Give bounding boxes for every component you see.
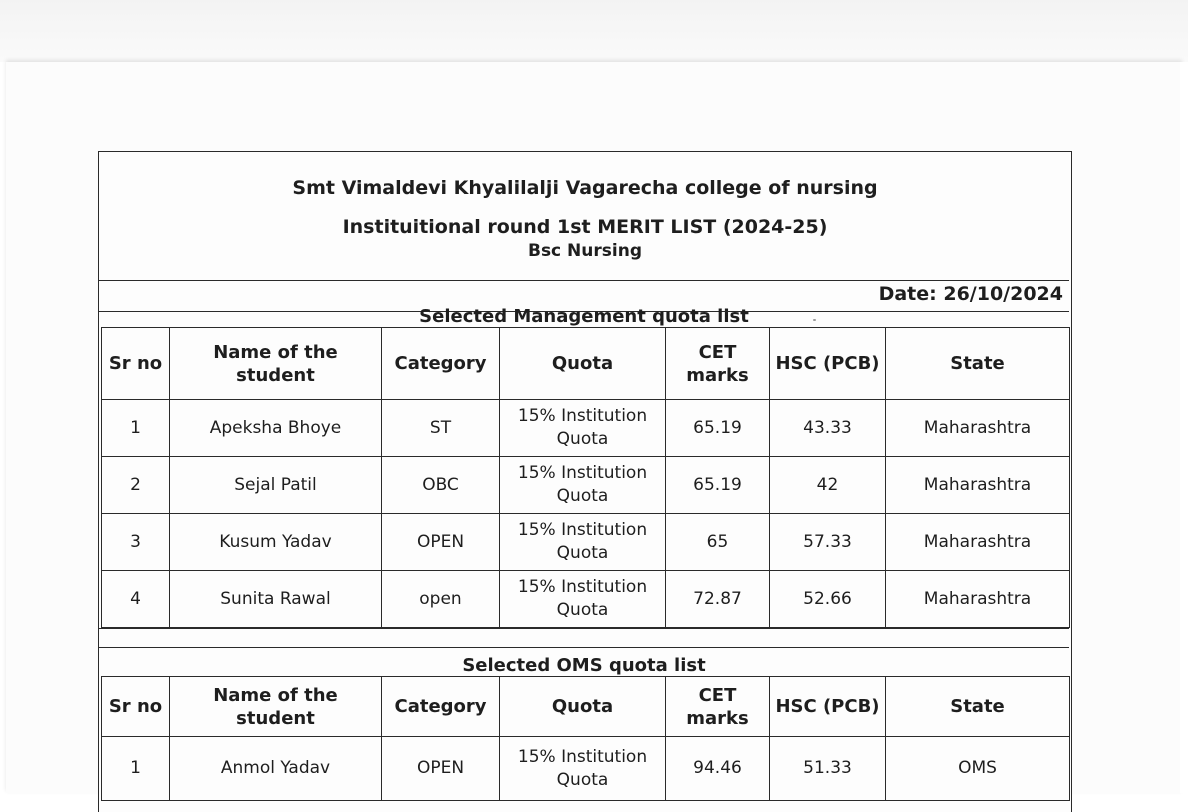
cell-student-name: Sunita Rawal (170, 571, 382, 628)
cell-state: Maharashtra (886, 400, 1070, 457)
section-divider (99, 628, 1069, 648)
merit-list-title: Instituitional round 1st MERIT LIST (2024-25) (342, 216, 828, 238)
cell-quota: 15% Institution Quota (500, 571, 666, 628)
header-category: Category (382, 328, 500, 400)
header-category: Category (382, 677, 500, 737)
header-student-name: Name of the student (170, 328, 382, 400)
cell-quota: 15% Institution Quota (500, 514, 666, 571)
table-header-row (102, 677, 1070, 737)
header-student-name: Name of the student (170, 677, 382, 737)
oms-quota-table (101, 676, 1070, 801)
cell-hsc-pcb: 52.66 (770, 571, 886, 628)
header-state: State (886, 677, 1070, 737)
cell-student-name: Kusum Yadav (170, 514, 382, 571)
cell-sr-no: 4 (102, 571, 170, 628)
header-quota: Quota (500, 677, 666, 737)
cell-cet-marks: 65.19 (666, 400, 770, 457)
cell-sr-no: 1 (102, 400, 170, 457)
cell-category: OPEN (382, 514, 500, 571)
cell-quota: 15% Institution Quota (500, 737, 666, 801)
cell-cet-marks: 65 (666, 514, 770, 571)
table-header-row (102, 328, 1070, 400)
table-row (102, 571, 1070, 628)
course-name: Bsc Nursing (527, 241, 642, 261)
cell-hsc-pcb: 42 (770, 457, 886, 514)
cell-cet-marks: 65.19 (666, 457, 770, 514)
cell-student-name: Anmol Yadav (170, 737, 382, 801)
cell-cet-marks: 72.87 (666, 571, 770, 628)
cell-state: Maharashtra (886, 457, 1070, 514)
header-cet-marks: CET marks (666, 328, 770, 400)
cell-student-name: Sejal Patil (170, 457, 382, 514)
cell-quota: 15% Institution Quota (500, 457, 666, 514)
header-cet-marks: CET marks (666, 677, 770, 737)
oms-section-title: Selected OMS quota list (462, 655, 706, 676)
cell-sr-no: 2 (102, 457, 170, 514)
merit-list-document (98, 151, 1072, 812)
table-row (102, 737, 1070, 801)
cell-category: OBC (382, 457, 500, 514)
viewer-right-edge (1180, 62, 1188, 793)
table-row (102, 514, 1070, 571)
header-sr-no: Sr no (102, 677, 170, 737)
cell-hsc-pcb: 43.33 (770, 400, 886, 457)
viewer-top-strip (0, 0, 1188, 62)
header-hsc-pcb: HSC (PCB) (770, 677, 886, 737)
header-hsc-pcb: HSC (PCB) (770, 328, 886, 400)
cell-sr-no: 1 (102, 737, 170, 801)
document-header (99, 152, 1071, 280)
cell-hsc-pcb: 57.33 (770, 514, 886, 571)
cell-hsc-pcb: 51.33 (770, 737, 886, 801)
college-name: Smt Vimaldevi Khyalilalji Vagarecha college of nursing (292, 177, 878, 199)
cell-category: open (382, 571, 500, 628)
cell-category: ST (382, 400, 500, 457)
cell-sr-no: 3 (102, 514, 170, 571)
table-row (102, 457, 1070, 514)
cell-quota: 15% Institution Quota (500, 400, 666, 457)
header-state: State (886, 328, 1070, 400)
scan-speck (813, 319, 816, 321)
cell-cet-marks: 94.46 (666, 737, 770, 801)
management-quota-table (101, 327, 1070, 628)
header-quota: Quota (500, 328, 666, 400)
cell-state: OMS (886, 737, 1070, 801)
cell-student-name: Apeksha Bhoye (170, 400, 382, 457)
header-sr-no: Sr no (102, 328, 170, 400)
cell-category: OPEN (382, 737, 500, 801)
list-date: Date: 26/10/2024 (878, 283, 1063, 305)
cell-state: Maharashtra (886, 571, 1070, 628)
table-row (102, 400, 1070, 457)
management-section-title: Selected Management quota list (419, 306, 749, 327)
cell-state: Maharashtra (886, 514, 1070, 571)
